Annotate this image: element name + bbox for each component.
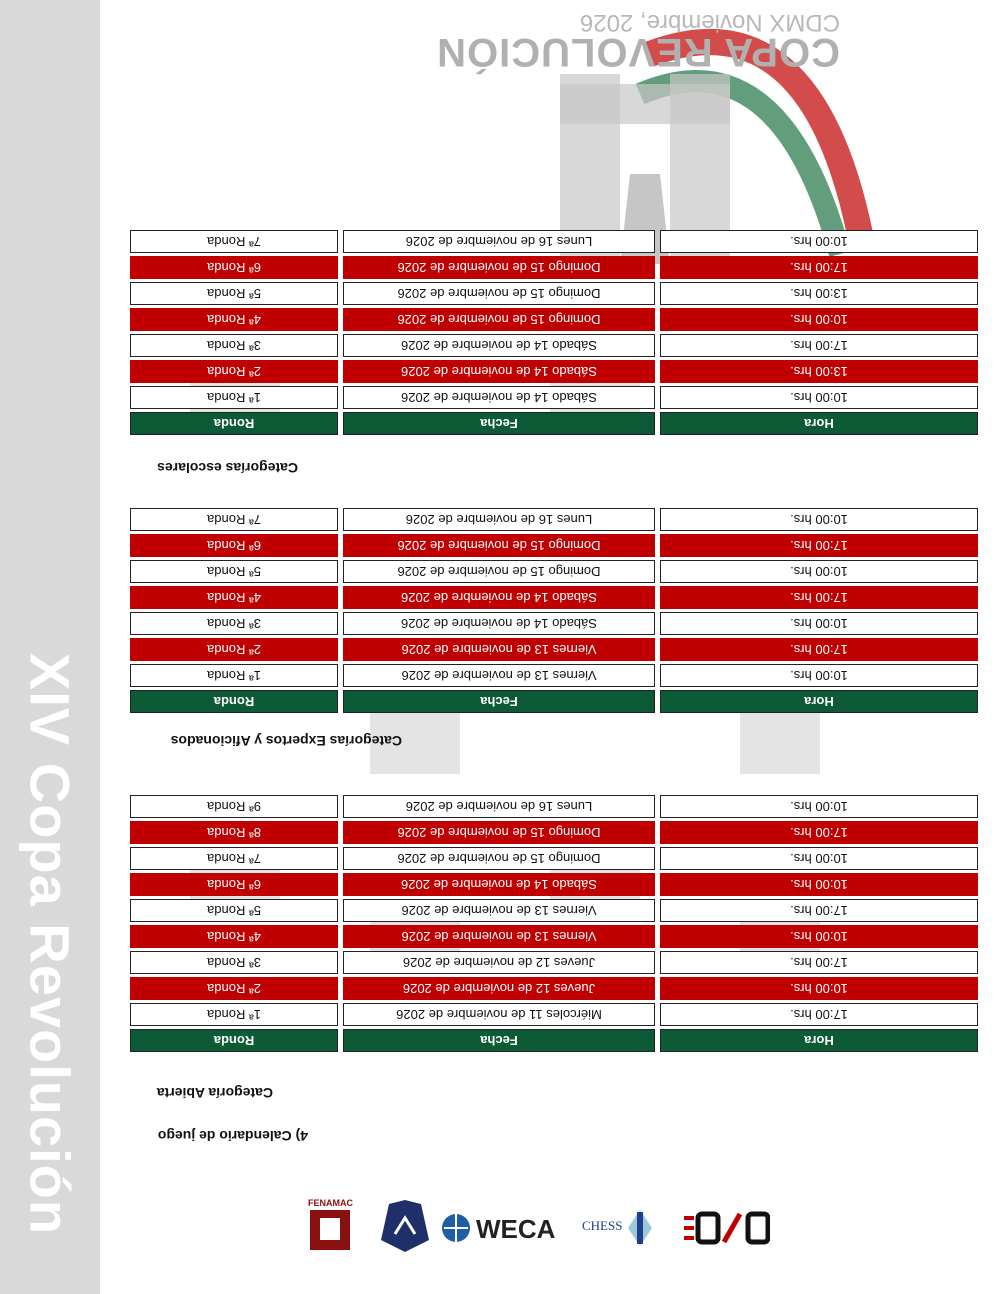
cell-hora: 17:00 hrs. [660,586,978,609]
table-row [130,847,978,870]
table-row [130,612,978,635]
document-page: XIV Copa Revolución COPA REVOLUCIÓN CDMX Noviembre, 2026 4) Calendario de juego Categoría Abierta Categorías Expertos y Aficionados Categorías escolares Hora Fecha Ronda 17:00 hrs. Miércoles 11 de noviembre de 2026 1ª Ronda 10:00 hrs. Jueves 12 de noviembre de 2026 2ª Ronda 17:00 hrs. Jueves 12 de noviembre de 2026 3ª Ronda 10:00 hrs. Viernes 13 de noviembre de 2026 4ª Ronda 17:00 hrs. Viernes 13 de noviembre de 2026 5ª Ronda 10:00 hrs. Sábado 14 de noviembre de 2026 6ª Ronda 10:00 hrs. Domingo 15 de noviembre de 2026 7ª Ronda 17:00 hrs. Domingo 15 de noviembre de 2026 8ª Ronda 10:00 hrs. Lunes 16 de noviembre de 2026 9ª Ronda Hora Fecha Ronda 10:00 hrs. Viernes 13 de noviembre de 2026 1ª Ronda 17:00 hrs. Viernes 13 de noviembre de 2026 2ª Ronda 10:00 hrs. Sábado 14 de noviembre de 2026 3ª Ronda 17:00 hrs. Sábado 14 de noviembre de 2026 4ª Ronda 10:00 hrs. Domingo 15 de noviembre de 2026 5ª Ronda 17:00 hrs. Domingo 15 de noviembre de 2026 6ª Ronda 10:00 hrs. Lunes 16 de noviembre de 2026 7ª Ronda Hora Fecha Ronda 10:00 hrs. Sábado 14 de noviembre de 2026 1ª Ronda 13:00 hrs. Sábado 14 de noviembre de 2026 2ª Ronda 17:00 hrs. Sábado 14 de noviembre de 2026 3ª Ronda 10:00 hrs. Domingo 15 de noviembre de 2026 4ª Ronda 13:00 hrs. Domingo 15 de noviembre de 2026 5ª Ronda 17:00 hrs. Domingo 15 de noviembre de 2026 6ª Ronda 10:00 hrs. Lunes 16 de noviembre de 2026 7ª Ronda CHESS WECA FENAMAC [0,0,1000,1294]
chess-king-icon [572,1204,662,1252]
cide-logo [680,1200,770,1256]
cell-ronda: 5ª Ronda [130,282,338,305]
cell-fecha: Domingo 15 de noviembre de 2026 [343,282,655,305]
cell-ronda: 3ª Ronda [130,951,338,974]
schedule-table-abierta [130,792,978,1055]
table-row [130,386,978,409]
header-title: COPA REVOLUCIÓN [436,30,840,74]
cell-fecha: Viernes 13 de noviembre de 2026 [343,638,655,661]
cell-fecha: Jueves 12 de noviembre de 2026 [343,977,655,1000]
cell-hora: 17:00 hrs. [660,638,978,661]
cell-fecha: Domingo 15 de noviembre de 2026 [343,308,655,331]
cell-hora: 17:00 hrs. [660,899,978,922]
cell-ronda: 7ª Ronda [130,847,338,870]
cell-hora: 10:00 hrs. [660,612,978,635]
cell-hora: 10:00 hrs. [660,925,978,948]
header-subtitle: CDMX Noviembre, 2026 [579,9,840,36]
category-heading-escolares: Categorías escolares [157,460,298,476]
cell-hora: 17:00 hrs. [660,1003,978,1026]
cell-hora: 10:00 hrs. [660,664,978,687]
schedule-table-expertos [130,505,978,716]
cide-logo-icon [680,1208,770,1248]
column-header-ronda: Ronda [130,1029,338,1052]
column-header-fecha: Fecha [343,690,655,713]
category-heading-abierta: Categoría Abierta [156,1085,273,1101]
table-row [130,664,978,687]
cell-fecha: Sábado 14 de noviembre de 2026 [343,360,655,383]
table-row [130,899,978,922]
column-header-hora: Hora [660,690,978,713]
schedule-table-escolares [130,227,978,438]
cell-hora: 17:00 hrs. [660,334,978,357]
section-heading: 4) Calendario de juego [157,1128,308,1144]
table-row [130,560,978,583]
table-row [130,282,978,305]
cell-fecha: Lunes 16 de noviembre de 2026 [343,508,655,531]
chess-logo [572,1200,662,1256]
table-row [130,821,978,844]
cell-hora: 10:00 hrs. [660,873,978,896]
cell-ronda: 2ª Ronda [130,977,338,1000]
cell-fecha: Domingo 15 de noviembre de 2026 [343,534,655,557]
table-row [130,256,978,279]
cell-hora: 13:00 hrs. [660,282,978,305]
table-header-row [130,412,978,435]
cell-hora: 10:00 hrs. [660,508,978,531]
cell-hora: 17:00 hrs. [660,256,978,279]
table-row [130,230,978,253]
achdomex-logo [370,1196,440,1256]
table-row [130,534,978,557]
cell-fecha: Viernes 13 de noviembre de 2026 [343,899,655,922]
table-row [130,925,978,948]
cell-ronda: 4ª Ronda [130,925,338,948]
cell-fecha: Sábado 14 de noviembre de 2026 [343,612,655,635]
cell-hora: 17:00 hrs. [660,951,978,974]
cell-ronda: 5ª Ronda [130,899,338,922]
table-row [130,795,978,818]
fenamac-logo [300,1196,360,1256]
cell-ronda: 6ª Ronda [130,534,338,557]
column-header-ronda: Ronda [130,690,338,713]
table-row [130,1003,978,1026]
cell-hora: 10:00 hrs. [660,560,978,583]
table-row [130,508,978,531]
column-header-ronda: Ronda [130,412,338,435]
table-row [130,308,978,331]
cell-ronda: 6ª Ronda [130,873,338,896]
cell-hora: 10:00 hrs. [660,977,978,1000]
cell-fecha: Lunes 16 de noviembre de 2026 [343,795,655,818]
cell-fecha: Sábado 14 de noviembre de 2026 [343,334,655,357]
cell-ronda: 4ª Ronda [130,308,338,331]
cell-hora: 10:00 hrs. [660,230,978,253]
cell-hora: 10:00 hrs. [660,308,978,331]
cell-ronda: 3ª Ronda [130,612,338,635]
cell-ronda: 7ª Ronda [130,508,338,531]
cell-fecha: Lunes 16 de noviembre de 2026 [343,230,655,253]
cell-hora: 13:00 hrs. [660,360,978,383]
table-row [130,873,978,896]
cell-fecha: Sábado 14 de noviembre de 2026 [343,873,655,896]
table-row [130,360,978,383]
cell-fecha: Domingo 15 de noviembre de 2026 [343,847,655,870]
achdomex-shield-icon [377,1198,433,1254]
cell-ronda: 3ª Ronda [130,334,338,357]
cell-ronda: 8ª Ronda [130,821,338,844]
table-row [130,977,978,1000]
cell-ronda: 2ª Ronda [130,638,338,661]
cell-fecha: Sábado 14 de noviembre de 2026 [343,586,655,609]
table-header-row [130,690,978,713]
cell-fecha: Jueves 12 de noviembre de 2026 [343,951,655,974]
table-row [130,334,978,357]
cell-ronda: 6ª Ronda [130,256,338,279]
cell-hora: 10:00 hrs. [660,386,978,409]
cell-ronda: 1ª Ronda [130,664,338,687]
cell-hora: 10:00 hrs. [660,847,978,870]
column-header-fecha: Fecha [343,1029,655,1052]
weca-globe-icon [440,1206,560,1250]
cell-hora: 10:00 hrs. [660,795,978,818]
cell-ronda: 4ª Ronda [130,586,338,609]
fenamac-crest-icon [306,1198,354,1254]
cell-ronda: 5ª Ronda [130,560,338,583]
category-heading-expertos: Categorías Expertos y Aficionados [170,733,402,749]
cell-fecha: Domingo 15 de noviembre de 2026 [343,821,655,844]
cell-ronda: 9ª Ronda [130,795,338,818]
cell-ronda: 1ª Ronda [130,386,338,409]
column-header-hora: Hora [660,1029,978,1052]
weca-logo [440,1200,560,1256]
cell-fecha: Domingo 15 de noviembre de 2026 [343,256,655,279]
table-row [130,638,978,661]
cell-fecha: Sábado 14 de noviembre de 2026 [343,386,655,409]
cell-ronda: 1ª Ronda [130,1003,338,1026]
cell-hora: 17:00 hrs. [660,821,978,844]
cell-fecha: Viernes 13 de noviembre de 2026 [343,925,655,948]
cell-ronda: 7ª Ronda [130,230,338,253]
cell-fecha: Viernes 13 de noviembre de 2026 [343,664,655,687]
table-row [130,586,978,609]
cell-fecha: Domingo 15 de noviembre de 2026 [343,560,655,583]
svg-text:FENAMAC: FENAMAC [308,1198,353,1208]
cell-hora: 17:00 hrs. [660,534,978,557]
column-header-fecha: Fecha [343,412,655,435]
table-header-row [130,1029,978,1052]
column-header-hora: Hora [660,412,978,435]
svg-text:CHESS: CHESS [582,1218,623,1233]
cell-fecha: Miércoles 11 de noviembre de 2026 [343,1003,655,1026]
sponsor-logos [290,1196,770,1256]
cell-ronda: 2ª Ronda [130,360,338,383]
table-row [130,951,978,974]
svg-text:WECA: WECA [476,1214,556,1244]
